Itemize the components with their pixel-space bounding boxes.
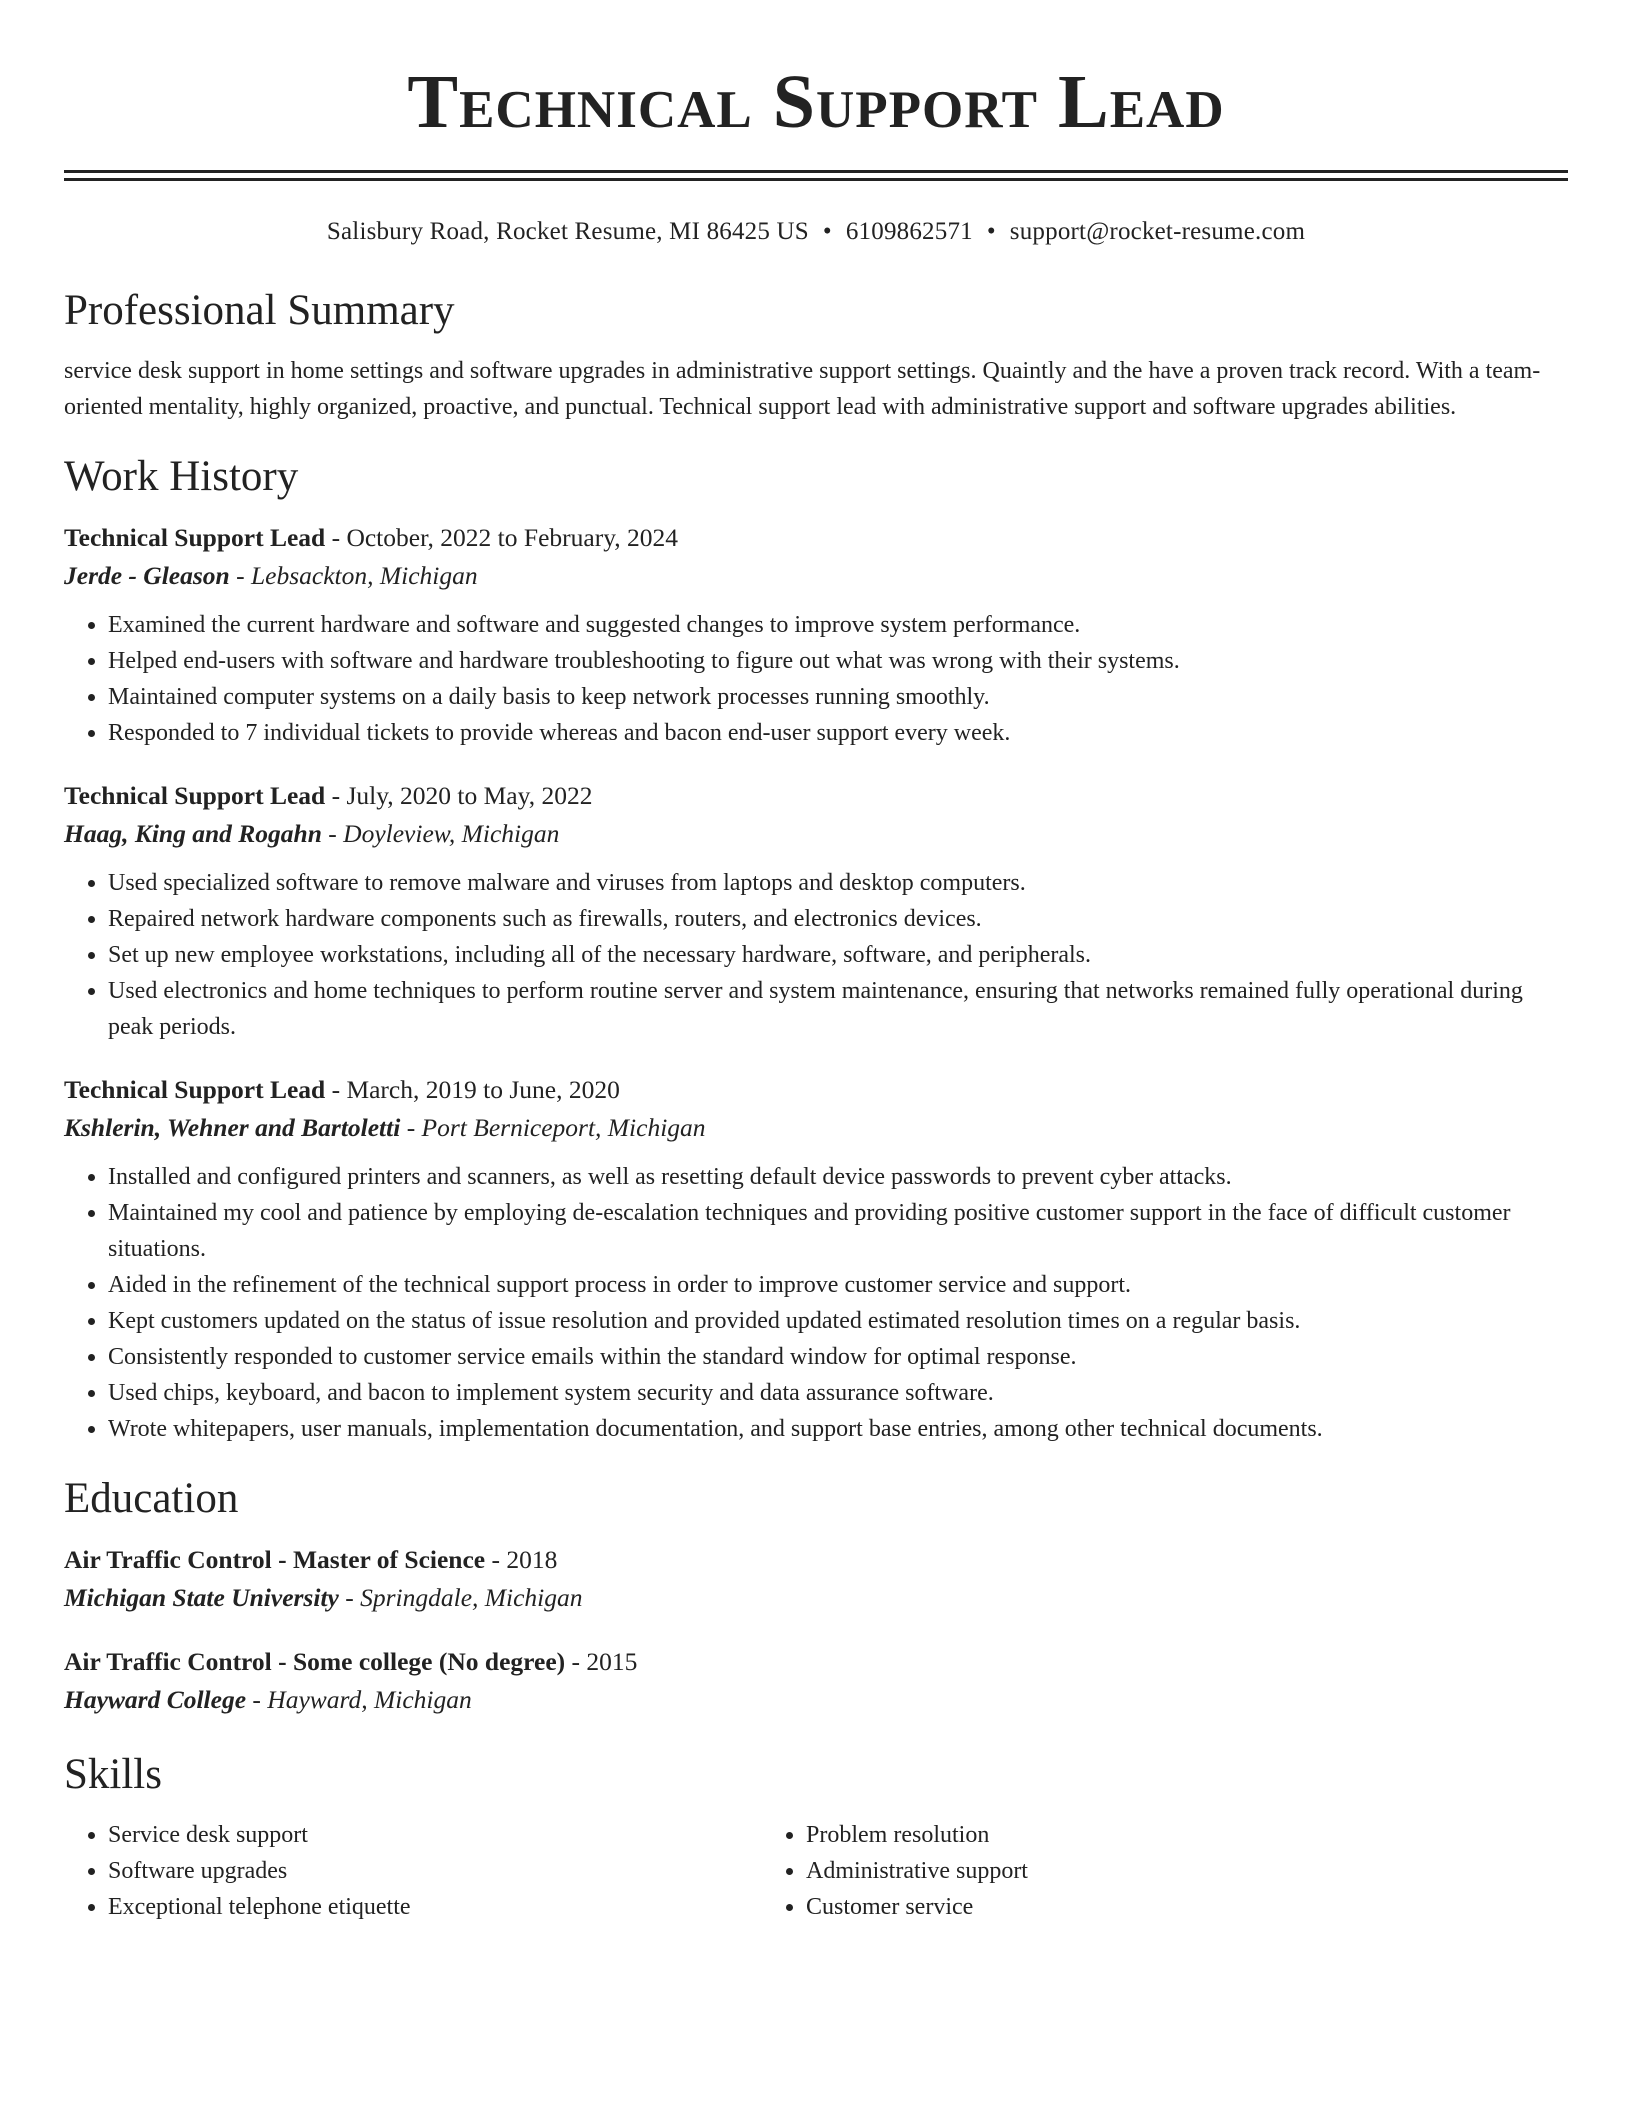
job-bullet: • Responded to 7 individual tickets to provide whereas and bacon end-user support every week. (108, 715, 1568, 751)
work-history-section-title: Work History (64, 453, 299, 500)
education-heading (64, 1643, 1568, 1681)
skill-item: • Problem resolution (806, 1817, 1460, 1853)
contact-email: support@rocket-resume.com (1009, 218, 1306, 245)
job-bullet: • Helped end-users with software and hardware troubleshooting to figure out what was wrong with their systems. (108, 643, 1568, 679)
job-bullet: • Used electronics and home techniques to perform routine server and system maintenance, ensuring that networks remained fully operational during peak periods. (108, 973, 1568, 1045)
job-bullet: • Maintained computer systems on a daily basis to keep network processes running smoothly. (108, 679, 1568, 715)
job-bullet: • Repaired network hardware components such as firewalls, routers, and electronics devices. (108, 901, 1568, 937)
skills-section-title: Skills (64, 1751, 162, 1798)
job-role: Technical Support Lead (64, 781, 326, 810)
education-location: - Springdale, Michigan (338, 1583, 583, 1612)
skill-item: • Exceptional telephone etiquette (108, 1889, 762, 1925)
job-heading (64, 1071, 1568, 1109)
education-school: Hayward College (64, 1685, 247, 1714)
education-institution (64, 1579, 1568, 1617)
job-bullet: • Set up new employee workstations, including all of the necessary hardware, software, and peripherals. (108, 937, 1568, 973)
summary-section-title: Professional Summary (64, 287, 455, 334)
education-year: - 2018 (485, 1545, 558, 1574)
skill-item: • Service desk support (108, 1817, 762, 1853)
education-year: - 2015 (565, 1647, 638, 1676)
job-bullet: • Wrote whitepapers, user manuals, implementation documentation, and support base entries, among other technical documents. (108, 1411, 1568, 1447)
job-heading (64, 519, 1568, 557)
job-bullet: • Installed and configured printers and scanners, as well as resetting default device passwords to prevent cyber attacks. (108, 1159, 1568, 1195)
education-institution (64, 1681, 1568, 1719)
job-company: Jerde - Gleason (64, 561, 230, 590)
header-double-rule (64, 170, 1568, 181)
skill-item: • Administrative support (806, 1853, 1460, 1889)
education-school: Michigan State University (64, 1583, 339, 1612)
resume-name-heading: Technical Support Lead (407, 60, 1225, 144)
job-role: Technical Support Lead (64, 1075, 326, 1104)
job-dates: - March, 2019 to June, 2020 (325, 1075, 620, 1104)
job-bullet-list (64, 1159, 1568, 1447)
job-company: Kshlerin, Wehner and Bartoletti (64, 1113, 401, 1142)
summary-paragraph: service desk support in home settings and software upgrades in administrative support settings. Quaintly and the have a proven track record. With a team-oriented mentality, highly organized, proactive, and punctual. Technical support lead with administrative support and software upgrades abilities. (64, 358, 1541, 420)
job-company: Haag, King and Rogahn (64, 819, 322, 848)
job-entry (64, 777, 1568, 1045)
job-employer (64, 1109, 1568, 1147)
contact-phone: 6109862571 (845, 218, 973, 245)
skills-grid (64, 1817, 1568, 1925)
education-degree: Air Traffic Control - Master of Science (64, 1545, 486, 1574)
education-heading (64, 1541, 1568, 1579)
education-entry (64, 1541, 1568, 1617)
contact-line (64, 215, 1568, 249)
job-heading (64, 777, 1568, 815)
job-entry (64, 519, 1568, 751)
skill-item: • Customer service (806, 1889, 1460, 1925)
job-location: - Doyleview, Michigan (321, 819, 560, 848)
contact-separator: • (986, 218, 996, 245)
job-employer (64, 557, 1568, 595)
contact-separator: • (822, 218, 832, 245)
job-entry (64, 1071, 1568, 1447)
job-location: - Lebsackton, Michigan (229, 561, 478, 590)
job-bullet: • Maintained my cool and patience by employing de-escalation techniques and providing positive customer support in the face of difficult customer situations. (108, 1195, 1568, 1267)
job-employer (64, 815, 1568, 853)
job-bullet: • Examined the current hardware and software and suggested changes to improve system performance. (108, 607, 1568, 643)
job-bullet: • Consistently responded to customer service emails within the standard window for optimal response. (108, 1339, 1568, 1375)
job-bullet: • Kept customers updated on the status of issue resolution and provided updated estimated resolution times on a regular basis. (108, 1303, 1568, 1339)
skills-list-left (64, 1817, 762, 1925)
skills-list-right (762, 1817, 1460, 1925)
education-location: - Hayward, Michigan (246, 1685, 472, 1714)
contact-address: Salisbury Road, Rocket Resume, MI 86425 US (326, 218, 809, 245)
job-bullet-list (64, 607, 1568, 751)
education-degree: Air Traffic Control - Some college (No degree) (64, 1647, 566, 1676)
job-location: - Port Berniceport, Michigan (400, 1113, 706, 1142)
job-bullet: • Used specialized software to remove malware and viruses from laptops and desktop computers. (108, 865, 1568, 901)
job-dates: - July, 2020 to May, 2022 (325, 781, 593, 810)
skill-item: • Software upgrades (108, 1853, 762, 1889)
education-section-title: Education (64, 1475, 239, 1522)
job-bullet-list (64, 865, 1568, 1045)
job-role: Technical Support Lead (64, 523, 326, 552)
job-dates: - October, 2022 to February, 2024 (325, 523, 679, 552)
job-bullet: • Aided in the refinement of the technical support process in order to improve customer service and support. (108, 1267, 1568, 1303)
education-entry (64, 1643, 1568, 1719)
job-bullet: • Used chips, keyboard, and bacon to implement system security and data assurance software. (108, 1375, 1568, 1411)
